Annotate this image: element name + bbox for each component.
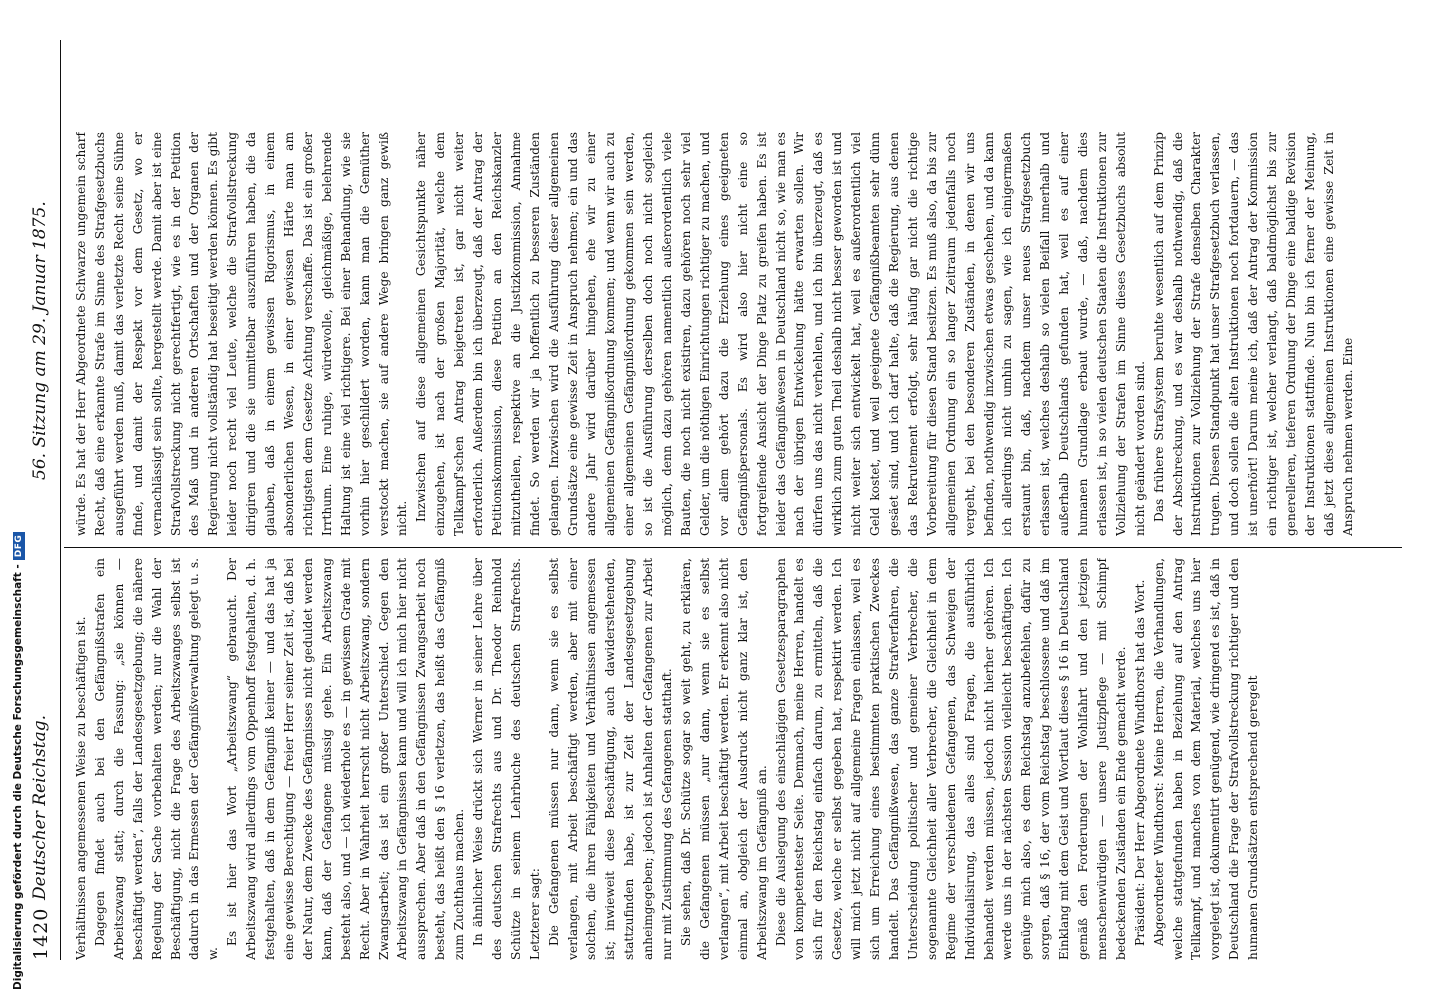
- paragraph: In ähnlicher Weise drückt sich Werner in seiner Lehre über des deutschen Strafrechts aus und Dr. Theodor Reinhold Schütze in seinem Lehrbuche des deutschen Strafrechts. Letzterer sagt:: [471, 558, 542, 960]
- column-divider: [64, 547, 1402, 548]
- paragraph: Sie sehen, daß Dr. Schütze sogar so weit geht, zu erklären, die Gefangenen müssen „nur dann, wenn sie es selbst verlangen“, mit Arbeit beschäftigt werden. Er erkennt also nicht einmal an, obgleich der Ausdruck nicht ganz klar ist, den Arbeitszwang im Gefängniß an.: [679, 558, 769, 960]
- paragraph: Das frühere Strafsystem beruhte wesentlich auf dem Prinzip der Abschreckung, und es war deshalb nothwendig, daß die Instruktionen zur Vollziehung der Strafe denselben Charakter trugen. Diesen Standpunkt hat unser Strafgesetzbuch verlassen, und doch sollen die alten Instruktionen noch fortdauern, — das ist unerhört! Darum meine ich, daß der Antrag der Kommission ein richtiger ist, welcher verlangt, daß baldmöglichst bis zur generelleren, tieferen Ordnung der Dinge eine baldige Revision der Instruktionen stattfinde. Nun bin ich ferner der Meinung, daß jetzt diese allgemeinen Instruktionen eine gewisse Zeit in Anspruch nehmen werden. Eine: [1151, 132, 1355, 536]
- speaker-paragraph: Abgeordneter Windthorst: Meine Herren, die Verhandlungen, welche stattgefunden haben in Beziehung auf den Antrag Tellkampf, und manches von dem Material, welches uns hier vorgelegt ist, dokumentirt genügend, wie dringend es ist, daß in Deutschland die Frage der Strafvollstreckung richtiger und den humanen Grundsätzen entsprechend geregelt: [1151, 558, 1261, 960]
- paragraph: Dagegen findet auch bei den Gefängnißstrafen ein Arbeitszwang statt; durch die Fassung: „sie können — beschäftigt werden“, falls der Landesgesetzgebung; die nähere Regelung der Sache vorbehalten werden; nur die Wahl der Beschäftigung, nicht die Frage des Arbeitszwanges selbst ist dadurch in das Ermessen der Gefängnißverwaltung gelegt u. s. w.: [92, 558, 221, 960]
- paragraph: würde. Es hat der Herr Abgeordnete Schwarze ungemein scharf Recht, daß eine erkannte Strafe im Sinne des Strafgesetzbuchs ausgeführt werden muß, damit das verletzte Recht seine Sühne finde, und damit der Respekt vor dem Gesetz, wo er vernachlässigt sein sollte, hergestellt werde. Damit aber ist eine Strafvollstreckung nicht gerechtfertigt, wie es in der Petition des Maß und in anderen Ortschaften und der Organen der Regierung nicht vollständig hat beseitigt werden können. Es gibt leider noch recht viel Leute, welche die Strafvollstreckung dirigiren und die sie unmittelbar auszuführen haben, die da glauben, daß in einem gewissen Rigorismus, in einem absonderlichen Wesen, in einer gewissen Härte man am richtigsten dem Gesetze Achtung verschaffe. Das ist ein großer Irrthum. Eine ruhige, würdevolle, gleichmäßige, belehrende Haltung ist eine viel richtigere. Bei einer Behandlung, wie sie vorhin hier geschildert worden, kann man die Gemüther verstockt machen, sie auf andere Wege bringen ganz gewiß nicht.: [74, 132, 410, 536]
- speaker-paragraph: Präsident: Der Herr Abgeordnete Windthorst hat das Wort.: [1132, 579, 1147, 946]
- page-header: [20, 40, 60, 960]
- journal-title: Deutscher Reichstag.: [30, 715, 50, 900]
- header-rule: [60, 40, 61, 960]
- paragraph: Inzwischen auf diese allgemeinen Gesichtspunkte näher einzugehen, ist nach der großen Majorität, welche dem Tellkampf'schen Antrag beigetreten ist, gar nicht weiter erforderlich. Außerdem bin ich überzeugt, daß der Antrag der Petitionskommission, diese Petition an den Reichskanzler mitzutheilen, respektive an die Justizkommission, Annahme findet. So werden wir ja hoffentlich zu besseren Zuständen gelangen. Inzwischen wird die Ausführung dieser allgemeinen Grundsätze eine gewisse Zeit in Anspruch nehmen; ein und das andere Jahr wird darüber hingehen, ehe wir zu einer allgemeinen Gefängnißordnung kommen; und wenn wir auch zu einer allgemeinen Gefängnißordnung gekommen sein werden, so ist die Ausführung derselben doch noch nicht sogleich möglich, denn dazu gehören namentlich außerordentlich viele Bauten, die noch nicht existiren, dazu gehören noch sehr viel Gelder, um die nöthigen Einrichtungen richtiger zu machen, und vor allem gehört dazu die Erziehung eines geeigneten Gefängnißpersonals. Es wird also hier nicht eine so fortgreifende Ansicht der Dinge Platz zu greifen haben. Es ist leider das Gefängnißwesen in Deutschland nicht so, wie man es nach der übrigen Entwickelung hätte erwarten sollen. Wir dürfen uns das nicht verhehlen, und ich bin überzeugt, daß es wirklich zum guten Theil deshalb nicht besser geworden ist und nicht weiter sich entwickelt hat, weil es außerordentlich viel Geld kostet, und weil geeignete Gefängnißbeamten sehr dünn gesäet sind, und ich darf halte, daß die Regierung, aus denen das Rekrutement erfolgt, sehr häufig gar nicht die richtige Vorbereitung für diesen Stand besitzen. Es muß also, da bis zur allgemeinen Ordnung ein so langer Zeitraum jedenfalls noch vergeht, bei den besonderen Zuständen, in denen wir uns befinden, nothwendig inzwischen etwas geschehen, und da kann ich allerdings nicht umhin zu sagen, wie ich einigermaßen erstaunt bin, daß, nachdem unser neues Strafgesetzbuch erlassen ist, welches deshalb so vielen Beifall innerhalb und außerhalb Deutschlands gefunden hat, weil es auf einer humanen Grundlage erbaut wurde, — daß, nachdem dies erlassen ist, in so vielen deutschen Staaten die Instruktionen zur Vollziehung der Strafen im Sinne dieses Gesetzbuchs absolut nicht geändert worden sind.: [414, 132, 1147, 536]
- paragraph: Verhältnissen angemessenen Weise zu beschäftigen ist.: [74, 616, 88, 960]
- watermark-text: Digitalisierung gefördert durch die Deutsche Forschungsgemeinschaft -: [12, 564, 24, 990]
- left-column: [72, 558, 1402, 960]
- dfg-watermark: [12, 532, 25, 990]
- session-title: 56. Sitzung am 29. Januar 1875.: [30, 201, 50, 480]
- right-column: [72, 132, 1402, 536]
- paragraph: Diese die Auslegung des einschlägigen Gesetzesparagraphen von kompetentester Seite. Demnach, meine Herren, handelt es sich für den Reichstag einfach darum, zu ermitteln, daß die Gesetze, welche er selbst gegeben hat, respektirt werden. Ich will mich jetzt nicht auf allgemeine Fragen einlassen, weil es sich um Erreichung eines bestimmten praktischen Zweckes handelt. Das Gefängnißwesen, das ganze Strafverfahren, die Unterscheidung politischer und gemeiner Verbrecher, die sogenannte Gleichheit aller Verbrecher, die Gleichheit in dem Regime der verschiedenen Gefangenen, das Schweigen der Individualisirung, das alles sind Fragen, die ausführlich behandelt werden müssen, jedoch nicht hierher gehören. Ich werde uns in der nächsten Session vielleicht beschäftigen. Ich genüge mich also, es dem Reichstag anzubefehlen, dafür zu sorgen, daß § 16, der vom Reichstag beschlossene und daß im Einklang mit dem Geist und Wortlaut dieses § 16 in Deutschland gemäß den Forderungen der Wohlfahrt und den jetzigen menschenwürdigen — unsere Justizpflege — mit Schimpf bedeckenden Zuständen ein Ende gemacht werde.: [773, 558, 1128, 960]
- page-number: 1420: [30, 907, 52, 960]
- quoted-paragraph: Die Gefangenen müssen nur dann, wenn sie es selbst verlangen, mit Arbeit beschäftigt werden, aber mit einer solchen, die ihren Fähigkeiten und Verhältnissen angemessen ist; inwieweit diese Beschäftigung, auch dawiderstehenden, stattzufinden habe, ist zur Zeit der Landesgesetzgebung anheimgegeben; jedoch ist Anhalten der Gefangenen zur Arbeit nur mit Zustimmung des Gefangenen statthaft.: [546, 558, 675, 960]
- dfg-logo-icon: DFG: [13, 532, 25, 561]
- paragraph: Es ist hier das Wort „Arbeitszwang“ gebraucht. Der Arbeitszwang wird allerdings vom Oppenhoff festgehalten, d. h. festgehalten, daß in dem Gefängniß keiner — und das hat ja eine gewisse Berechtigung — freier Herr seiner Zeit ist, daß bei der Natur, dem Zwecke des Gefängnisses nicht geduldet werden kann, daß der Gefangene müssig gehe. Ein Arbeitszwang besteht also, und — ich wiederhole es — in gewissem Grade mit Recht. Aber in Wahrheit herrscht nicht Arbeitszwang, sondern Zwangsarbeit; das ist ein großer Unterschied. Gegen den Arbeitszwang in Gefängnissen kann und will ich mich hier nicht aussprechen. Aber daß in den Gefängnissen Zwangsarbeit noch besteht, das heißt den § 16 verletzen, das heißt das Gefängniß zum Zuchthaus machen.: [225, 558, 467, 960]
